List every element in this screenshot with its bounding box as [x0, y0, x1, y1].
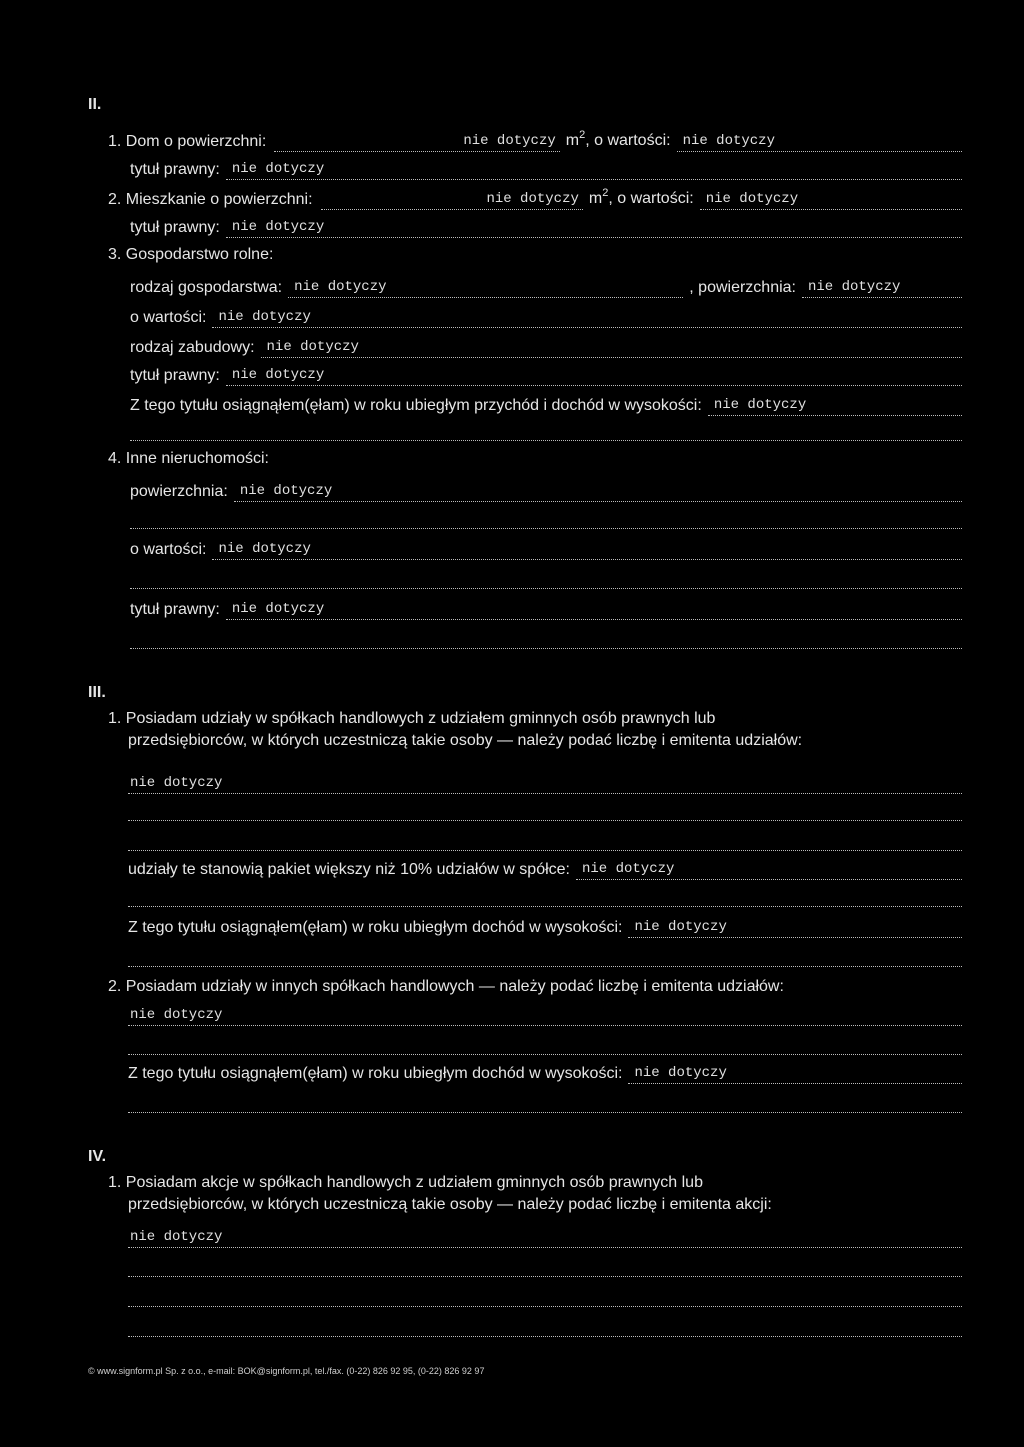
- footer-copyright: © www.signform.pl Sp. z o.o., e-mail: BOK@signform.pl, tel./fax. (0-22) 826 92 95, (0-22) 826 92 97: [88, 1366, 485, 1376]
- shares-other-row: [128, 1004, 962, 1026]
- farm-area-field[interactable]: [802, 277, 962, 298]
- other-area-value: nie dotyczy: [239, 483, 333, 499]
- shares-other-income-line-2[interactable]: [128, 1112, 962, 1113]
- other-value-field[interactable]: [212, 539, 962, 560]
- other-area-label: powierzchnia:: [130, 483, 228, 500]
- shares-other-field[interactable]: [128, 1005, 962, 1026]
- shares-income-field[interactable]: [628, 917, 962, 938]
- farm-area-value: nie dotyczy: [808, 279, 901, 295]
- shares-package-line-2[interactable]: [128, 906, 962, 907]
- shares-income-value: nie dotyczy: [634, 919, 727, 935]
- flat-area-label: 2. Mieszkanie o powierzchni:: [108, 191, 313, 208]
- other-value-label: o wartości:: [130, 541, 207, 558]
- other-value-value: nie dotyczy: [218, 541, 311, 557]
- other-area-field[interactable]: [234, 481, 962, 502]
- shares-municipal-line-2[interactable]: [128, 820, 962, 821]
- flat-title-field[interactable]: [226, 217, 962, 238]
- stocks-municipal-row: [128, 1226, 962, 1248]
- other-value-row: [130, 538, 962, 560]
- other-area-line-2[interactable]: [130, 528, 962, 529]
- shares-other-line: 2. Posiadam udziały w innych spółkach handlowych — należy podać liczbę i emitenta udziałów:: [108, 978, 784, 995]
- shares-other-income-row: [128, 1062, 962, 1084]
- shares-package-field[interactable]: [576, 859, 962, 880]
- farm-income-field[interactable]: [708, 395, 962, 416]
- shares-income-label: Z tego tytułu osiągnąłem(ęłam) w roku ubiegłym dochód w wysokości:: [128, 919, 623, 936]
- farm-income-label: Z tego tytułu osiągnąłem(ęłam) w roku ubiegłym przychód i dochód w wysokości:: [130, 397, 702, 414]
- house-value-field[interactable]: [677, 131, 962, 152]
- house-title-row: [130, 158, 962, 180]
- farm-building-row: [130, 336, 962, 358]
- stocks-municipal-value: nie dotyczy: [130, 1229, 223, 1245]
- shares-municipal-line2: przedsiębiorców, w których uczestniczą takie osoby — należy podać liczbę i emitenta udziałów:: [128, 732, 803, 749]
- farm-building-label: rodzaj zabudowy:: [130, 339, 255, 356]
- flat-area-field[interactable]: [321, 189, 583, 210]
- shares-other-income-value: nie dotyczy: [634, 1065, 727, 1081]
- farm-value-row: [130, 306, 962, 328]
- farm-type-label: rodzaj gospodarstwa:: [130, 279, 283, 296]
- flat-title-row: [130, 216, 962, 238]
- shares-other-line-2[interactable]: [128, 1054, 962, 1055]
- house-title-field[interactable]: [226, 159, 962, 180]
- house-area-unit: $m^2$, o wartości:: [565, 129, 671, 149]
- farm-building-value: nie dotyczy: [266, 339, 359, 355]
- shares-municipal-line-3[interactable]: [128, 850, 962, 851]
- farm-title-value: nie dotyczy: [231, 367, 325, 383]
- other-title-label: tytuł prawny:: [130, 601, 220, 618]
- flat-value-field[interactable]: [700, 189, 962, 210]
- farm-value-value: nie dotyczy: [218, 309, 311, 325]
- farm-type-row: [130, 276, 962, 298]
- shares-income-row: [128, 916, 962, 938]
- other-title-field[interactable]: [226, 599, 962, 620]
- stocks-municipal-line-3[interactable]: [128, 1306, 962, 1307]
- farm-value-label: o wartości:: [130, 309, 207, 326]
- farm-label: 3. Gospodarstwo rolne:: [108, 246, 274, 263]
- house-area-field[interactable]: [274, 131, 559, 152]
- farm-area-label: , powierzchnia:: [689, 279, 796, 296]
- flat-row: [108, 188, 962, 210]
- house-title-label: tytuł prawny:: [130, 161, 220, 178]
- stocks-municipal-line1: 1. Posiadam akcje w spółkach handlowych z udziałem gminnych osób prawnych lub: [108, 1174, 703, 1191]
- house-area-label: 1. Dom o powierzchni:: [108, 133, 267, 150]
- farm-income-line-2[interactable]: [130, 440, 962, 441]
- shares-other-income-label: Z tego tytułu osiągnąłem(ęłam) w roku ubiegłym dochód w wysokości:: [128, 1065, 623, 1082]
- farm-title-row: [130, 364, 962, 386]
- other-property-label: 4. Inne nieruchomości:: [108, 450, 269, 467]
- flat-value-value: nie dotyczy: [705, 191, 799, 207]
- shares-other-value: nie dotyczy: [130, 1007, 223, 1023]
- shares-municipal-field[interactable]: [128, 773, 962, 794]
- flat-title-label: tytuł prawny:: [130, 219, 220, 236]
- other-title-value: nie dotyczy: [231, 601, 325, 617]
- house-value-value: nie dotyczy: [682, 133, 775, 149]
- flat-area-value: nie dotyczy: [486, 191, 579, 207]
- stocks-municipal-line2: przedsiębiorców, w których uczestniczą takie osoby — należy podać liczbę i emitenta akcji:: [128, 1196, 772, 1213]
- farm-building-field[interactable]: [261, 337, 962, 358]
- house-title-value: nie dotyczy: [231, 161, 325, 177]
- stocks-municipal-field[interactable]: [128, 1227, 962, 1248]
- shares-package-row: [128, 858, 962, 880]
- farm-income-value: nie dotyczy: [713, 397, 807, 413]
- shares-income-line-2[interactable]: [128, 966, 962, 967]
- stocks-municipal-line-4[interactable]: [128, 1336, 962, 1337]
- farm-type-field[interactable]: [288, 277, 683, 298]
- farm-type-value: nie dotyczy: [294, 279, 387, 295]
- shares-other-income-field[interactable]: [628, 1063, 962, 1084]
- farm-title-label: tytuł prawny:: [130, 367, 220, 384]
- stocks-municipal-line-2[interactable]: [128, 1276, 962, 1277]
- house-row: [108, 130, 962, 152]
- shares-municipal-line1: 1. Posiadam udziały w spółkach handlowych z udziałem gminnych osób prawnych lub: [108, 710, 716, 727]
- other-title-row: [130, 598, 962, 620]
- shares-municipal-row: [128, 772, 962, 794]
- shares-package-label: udziały te stanowią pakiet większy niż 10% udziałów w spółce:: [128, 861, 570, 878]
- other-area-row: [130, 480, 962, 502]
- farm-value-field[interactable]: [212, 307, 962, 328]
- shares-municipal-value: nie dotyczy: [130, 775, 223, 791]
- section-iv-heading: IV.: [88, 1148, 107, 1165]
- farm-income-row: [130, 394, 962, 416]
- section-ii-heading: II.: [88, 96, 102, 113]
- flat-area-unit: $m^2$, o wartości:: [588, 187, 694, 207]
- shares-package-value: nie dotyczy: [582, 861, 675, 877]
- house-area-value: nie dotyczy: [463, 133, 556, 149]
- farm-title-field[interactable]: [226, 365, 962, 386]
- section-iii-heading: III.: [88, 684, 106, 701]
- other-value-line-2[interactable]: [130, 588, 962, 589]
- other-title-line-2[interactable]: [130, 648, 962, 649]
- flat-title-value: nie dotyczy: [231, 219, 325, 235]
